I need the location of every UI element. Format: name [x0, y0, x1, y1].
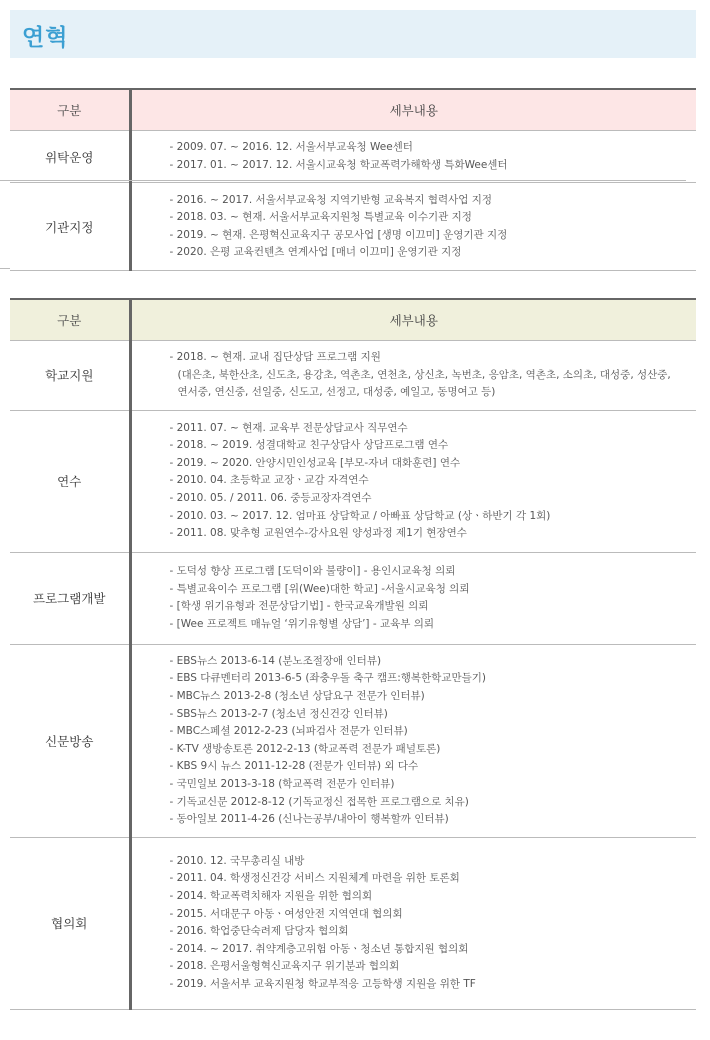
- detail-item: - [Wee 프로젝트 매뉴얼 ‘위기유형별 상담’] - 교육부 의뢰: [169, 617, 435, 630]
- detail-item: - 2014. 학교폭력치해자 지원을 위한 협의회: [169, 890, 373, 903]
- detail-item: - 2011. 04. 학생정신건강 서비스 지원체계 마련을 위한 토론회: [169, 872, 460, 885]
- detail-item: - K-TV 생방송토론 2012-2-13 (학교폭력 전문가 패널토론): [169, 742, 441, 755]
- detail-item: - 2019. 서울서부 교육지원청 학교부적응 고등학생 지원을 위한 TF: [169, 978, 476, 990]
- detail-item: - 2018. 은평서울형혁신교육지구 위기분과 협의회: [169, 960, 400, 973]
- detail-item: - EBS뉴스 2013-6-14 (분노조절장애 인터뷰): [169, 654, 382, 667]
- detail-item: - 동아일보 2011-4-26 (신나는공부/내아이 행복할까 인터뷰): [169, 813, 449, 826]
- detail-item: - 국민일보 2013-3-18 (학교폭력 전문가 인터뷰): [169, 777, 395, 790]
- row-category: 프로그램개발: [10, 552, 130, 644]
- table-header-row: [10, 299, 696, 341]
- detail-item: - 도덕성 향상 프로그램 [도덕이와 불량이] - 용인시교육청 의뢰: [169, 565, 456, 578]
- detail-item: - 2010. 12. 국무총리실 내방: [169, 854, 305, 867]
- detail-item: - SBS뉴스 2013-2-7 (청소년 정신건강 인터뷰): [169, 707, 388, 720]
- detail-item: - 2017. 01. ~ 2017. 12. 서울시교육청 학교폭력가해학생 특화Wee센터: [169, 158, 508, 171]
- detail-item: - 2011. 08. 맞추형 교원연수-강사요원 양성과정 제1기 현장연수: [169, 527, 467, 540]
- title-bar: [10, 10, 696, 58]
- table-header-row: [10, 89, 696, 131]
- detail-item: - EBS 다큐멘터리 2013-6-5 (좌충우돌 축구 캠프:행복한학교만들기): [169, 672, 487, 685]
- row-details: [130, 552, 696, 644]
- table-row: [10, 131, 696, 183]
- detail-item: - [학생 위기유형과 전문상담기법] - 한국교육개발원 의뢰: [169, 600, 429, 613]
- detail-item: - 2019. ~ 2020. 안양시민인성교육 [부모-자녀 대화훈련] 연수: [169, 456, 461, 469]
- row-category: 기관지정: [10, 183, 130, 271]
- header-details: 세부내용: [130, 89, 696, 131]
- detail-item: - 2010. 04. 초등학교 교장ㆍ교감 자격연수: [169, 474, 369, 487]
- table-row: [10, 644, 696, 837]
- table-row: [10, 410, 696, 552]
- table-row: [10, 183, 696, 271]
- detail-item: - 2010. 05. / 2011. 06. 중등교장자격연수: [169, 492, 372, 505]
- row-separator: [0, 268, 10, 269]
- detail-item: - 2018. 03. ~ 현재. 서울서부교육지원청 특별교육 이수기관 지정: [169, 211, 472, 224]
- detail-item: - 2016. ~ 2017. 서울서부교육청 지역기반형 교육복지 협력사업 지정: [169, 193, 493, 206]
- row-category: 협의회: [10, 837, 130, 1009]
- row-category: 연수: [10, 410, 130, 552]
- detail-item: - 2018. ~ 현재. 교내 집단상담 프로그램 지원: [169, 351, 381, 363]
- header-details: 세부내용: [130, 299, 696, 341]
- row-category: 학교지원: [10, 341, 130, 411]
- row-separator: [0, 180, 686, 181]
- detail-item: - 기독교신문 2012-8-12 (기독교정신 접목한 프로그램으로 치유): [169, 795, 469, 808]
- row-details: [130, 183, 696, 271]
- table-row: [10, 837, 696, 1009]
- detail-item: - KBS 9시 뉴스 2011-12-28 (전문가 인터뷰) 외 다수: [169, 760, 419, 773]
- detail-item: - 2018. ~ 2019. 성결대학교 친구상담사 상담프로그램 연수: [169, 439, 449, 452]
- row-details: [130, 410, 696, 552]
- detail-item: - 2019. ~ 현재. 은평혁신교육지구 공모사업 [생명 이끄미] 운영기관 지정: [169, 228, 508, 241]
- history-table-2: [10, 298, 696, 1010]
- detail-item: - MBC뉴스 2013-2-8 (청소년 상담요구 전문가 인터뷰): [169, 689, 425, 702]
- header-category: 구분: [10, 89, 130, 131]
- row-details: [130, 131, 696, 183]
- detail-item: - 2011. 07. ~ 현재. 교육부 전문상담교사 직무연수: [169, 421, 408, 434]
- row-details: [130, 341, 696, 411]
- detail-item: - 2014. ~ 2017. 취약계층고위험 아동ㆍ청소년 통합지원 협의회: [169, 942, 469, 955]
- row-category: 신문방송: [10, 644, 130, 837]
- detail-item: - 2020. 은평 교육컨텐츠 연계사업 [매너 이끄미] 운영기관 지정: [169, 246, 462, 259]
- row-category: 위탁운영: [10, 131, 130, 183]
- row-details: [130, 837, 696, 1009]
- page-title: 연혁: [22, 25, 69, 51]
- detail-item: - 2009. 07. ~ 2016. 12. 서울서부교육청 Wee센터: [169, 141, 413, 153]
- detail-item: - 2010. 03. ~ 2017. 12. 엄마표 상담학교 / 아빠표 상담학교 (상ㆍ하반기 각 1회): [169, 509, 551, 522]
- table-row: [10, 341, 696, 411]
- detail-subtext: (대은초, 북한산초, 신도초, 용강초, 역촌초, 연천초, 상신초, 녹번초, 응암초, 역촌초, 소의초, 대성중, 성산중, 연서중, 연신중, 선일중, 신도고, 선정고, 대성중, 예일고, 동명여고 등): [177, 368, 671, 399]
- header-category: 구분: [10, 299, 130, 341]
- table-row: [10, 552, 696, 644]
- detail-item: - MBC스페셜 2012-2-23 (뇌파검사 전문가 인터뷰): [169, 725, 408, 738]
- row-details: [130, 644, 696, 837]
- detail-item: - 2016. 학업중단숙려제 담당자 협의회: [169, 925, 349, 938]
- detail-item: - 2015. 서대문구 아동ㆍ여성안전 지역연대 협의회: [169, 907, 403, 920]
- detail-item: - 특별교육이수 프로그램 [위(Wee)대한 학교] -서울시교육청 의뢰: [169, 582, 470, 595]
